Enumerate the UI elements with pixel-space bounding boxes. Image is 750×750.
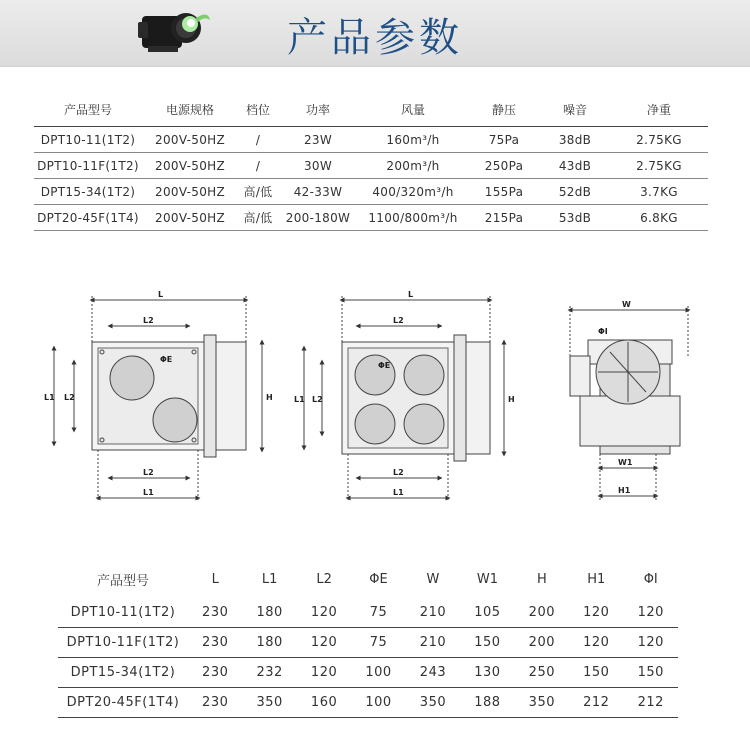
table-cell: 120: [624, 598, 679, 628]
dims-header-cell: H1: [587, 571, 606, 587]
table-cell: 120: [297, 658, 351, 688]
table-cell: 180: [242, 628, 296, 658]
table-cell: 43dB: [540, 153, 610, 179]
table-cell: 212: [624, 688, 679, 718]
table-cell: 130: [460, 658, 514, 688]
table-cell: 350: [242, 688, 296, 718]
table-cell: 243: [406, 658, 460, 688]
table-cell: 高/低: [238, 205, 278, 231]
table-cell: 160m³/h: [358, 127, 468, 153]
dimensions-table: [58, 560, 678, 718]
drawing-two-port-front: [54, 296, 262, 502]
table-cell: 2.75KG: [610, 127, 708, 153]
table-cell: DPT10-11F(1T2): [58, 628, 188, 658]
table-cell: 150: [569, 658, 623, 688]
dim-label-W1: W1: [618, 458, 633, 467]
table-cell: 200V-50HZ: [142, 127, 238, 153]
drawing-four-port-front: [304, 296, 504, 502]
table-cell: 230: [188, 598, 242, 628]
table-cell: 100: [351, 658, 405, 688]
dim-label-W: W: [622, 300, 631, 309]
dim-label-L: L: [408, 290, 414, 299]
spec-header-cell: 电源规格: [142, 92, 238, 127]
dims-header-cell: 产品型号: [96, 573, 149, 589]
table-cell: DPT10-11(1T2): [58, 598, 188, 628]
table-cell: 250Pa: [468, 153, 540, 179]
dim-label-L1: L1: [294, 395, 305, 404]
dim-label-L2: L2: [393, 468, 404, 477]
dims-header-cell: ΦI: [643, 571, 658, 587]
table-cell: 150: [624, 658, 679, 688]
table-cell: 200V-50HZ: [142, 153, 238, 179]
table-cell: 23W: [278, 127, 358, 153]
table-cell: 150: [460, 628, 514, 658]
table-cell: 200: [515, 598, 569, 628]
table-cell: 200m³/h: [358, 153, 468, 179]
table-cell: 230: [188, 628, 242, 658]
table-cell: 210: [406, 628, 460, 658]
table-cell: 180: [242, 598, 296, 628]
dims-header-cell: L1: [261, 571, 278, 587]
dims-header-cell: W: [426, 571, 440, 587]
spec-header-cell: 产品型号: [34, 92, 142, 127]
dim-label-L2: L2: [143, 316, 154, 325]
table-cell: 2.75KG: [610, 153, 708, 179]
dims-header-row: [58, 560, 678, 598]
table-cell: 200-180W: [278, 205, 358, 231]
table-cell: 200V-50HZ: [142, 179, 238, 205]
table-cell: 212: [569, 688, 623, 718]
dim-label-H: H: [266, 393, 273, 402]
spec-header-cell: 风量: [358, 92, 468, 127]
dim-label-L2: L2: [64, 393, 75, 402]
table-cell: 200V-50HZ: [142, 205, 238, 231]
spec-header-cell: 静压: [468, 92, 540, 127]
table-cell: 215Pa: [468, 205, 540, 231]
table-row: [58, 688, 678, 718]
dim-label-L: L: [158, 290, 164, 299]
dim-label-E: ΦE: [160, 355, 173, 364]
dims-header-cell: W1: [476, 571, 498, 587]
table-cell: 75: [351, 598, 405, 628]
table-cell: 3.7KG: [610, 179, 708, 205]
dim-label-L1: L1: [393, 488, 404, 497]
table-cell: /: [238, 127, 278, 153]
spec-header-cell: 噪音: [540, 92, 610, 127]
dim-label-I: ΦI: [598, 327, 608, 336]
spec-header-cell: 净重: [610, 92, 708, 127]
dim-label-H1: H1: [618, 486, 631, 495]
table-cell: 6.8KG: [610, 205, 708, 231]
table-cell: DPT10-11F(1T2): [34, 153, 142, 179]
dims-header-cell: L: [211, 571, 219, 587]
table-cell: 120: [624, 628, 679, 658]
table-cell: 52dB: [540, 179, 610, 205]
table-cell: 155Pa: [468, 179, 540, 205]
table-cell: /: [238, 153, 278, 179]
table-cell: DPT15-34(1T2): [34, 179, 142, 205]
table-cell: 38dB: [540, 127, 610, 153]
table-cell: 232: [242, 658, 296, 688]
dim-label-L1: L1: [44, 393, 55, 402]
table-cell: 75: [351, 628, 405, 658]
table-cell: 100: [351, 688, 405, 718]
table-cell: DPT20-45F(1T4): [58, 688, 188, 718]
table-cell: 高/低: [238, 179, 278, 205]
table-cell: 105: [460, 598, 514, 628]
spec-header-cell: 档位: [238, 92, 278, 127]
table-cell: 400/320m³/h: [358, 179, 468, 205]
table-cell: 120: [297, 598, 351, 628]
dims-header-cell: L2: [316, 571, 332, 587]
page-title: 产品参数: [287, 15, 463, 61]
table-cell: 210: [406, 598, 460, 628]
table-cell: 120: [569, 598, 623, 628]
table-row: [58, 658, 678, 688]
table-cell: DPT20-45F(1T4): [34, 205, 142, 231]
table-cell: 160: [297, 688, 351, 718]
table-cell: 350: [515, 688, 569, 718]
table-cell: 30W: [278, 153, 358, 179]
dims-header-cell: H: [536, 571, 547, 587]
spec-header-cell: 功率: [278, 92, 358, 127]
table-row: [58, 628, 678, 658]
dim-label-L2: L2: [393, 316, 404, 325]
dim-label-L1: L1: [143, 488, 154, 497]
table-cell: 200: [515, 628, 569, 658]
table-cell: DPT10-11(1T2): [34, 127, 142, 153]
table-cell: 250: [515, 658, 569, 688]
drawing-side-view: [570, 306, 688, 500]
table-cell: 1100/800m³/h: [358, 205, 468, 231]
dim-label-L2: L2: [143, 468, 154, 477]
table-cell: DPT15-34(1T2): [58, 658, 188, 688]
table-cell: 188: [460, 688, 514, 718]
dim-label-L2: L2: [312, 395, 323, 404]
table-cell: 120: [297, 628, 351, 658]
table-cell: 230: [188, 658, 242, 688]
dim-label-E: ΦE: [378, 361, 391, 370]
table-cell: 42-33W: [278, 179, 358, 205]
table-cell: 53dB: [540, 205, 610, 231]
table-row: [58, 598, 678, 628]
dim-label-H: H: [508, 395, 515, 404]
table-cell: 75Pa: [468, 127, 540, 153]
table-cell: 230: [188, 688, 242, 718]
table-cell: 350: [406, 688, 460, 718]
dims-header-cell: ΦE: [369, 571, 388, 587]
table-cell: 120: [569, 628, 623, 658]
